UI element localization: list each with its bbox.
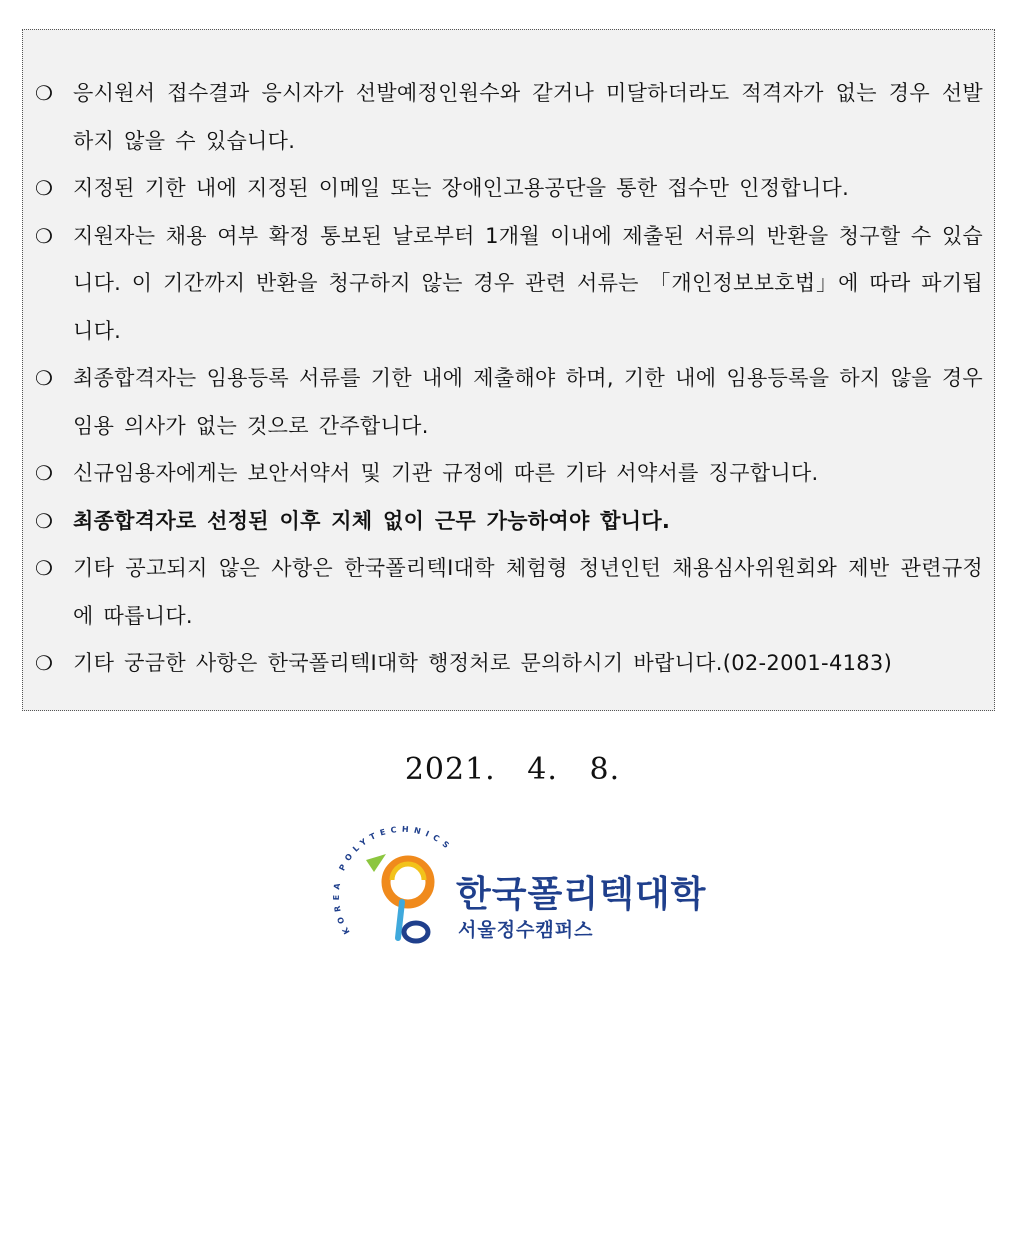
notice-list: [35, 70, 983, 688]
circle-bullet-icon: ❍: [35, 223, 53, 248]
notice-box: [22, 29, 995, 711]
notice-text: 기타 궁금한 사항은 한국폴리텍I대학 행정처로 문의하시기 바랍니다.(02-2001-4183): [73, 651, 893, 675]
notice-item: [35, 165, 983, 213]
circle-bullet-icon: ❍: [35, 556, 53, 580]
circle-bullet-icon: ❍: [35, 508, 53, 533]
announcement-date: 2021. 4. 8.: [404, 752, 621, 787]
notice-item: [35, 355, 983, 450]
notice-text: 기타 공고되지 않은 사항은 한국폴리텍I대학 체험형 청년인턴 채용심사위원회와 제반 관련규정에 따릅니다.: [73, 556, 983, 628]
svg-text:KOREA POLYTECHNICS: [332, 825, 455, 936]
notice-item: [35, 450, 983, 498]
notice-item: [35, 545, 983, 640]
logo-campus-name: 서울정수캠퍼스: [458, 919, 594, 941]
notice-text: 신규임용자에게는 보안서약서 및 기관 규정에 따른 기타 서약서를 징구합니다.: [73, 461, 819, 485]
logo-ring-text: KOREA POLYTECHNICS: [331, 824, 455, 936]
notice-item-emphasized: [35, 498, 983, 546]
institution-logo: [328, 810, 707, 955]
circle-bullet-icon: ❍: [35, 81, 53, 105]
notice-text: 지정된 기한 내에 지정된 이메일 또는 장애인고용공단을 통한 접수만 인정합니다.: [73, 176, 850, 200]
circle-bullet-icon: ❍: [35, 176, 53, 200]
notice-item: [35, 640, 983, 688]
notice-text: 최종합격자로 선정된 이후 지체 없이 근무 가능하여야 합니다.: [73, 508, 671, 533]
circle-bullet-icon: ❍: [35, 651, 53, 675]
circle-bullet-icon: ❍: [35, 366, 53, 390]
notice-text: 응시원서 접수결과 응시자가 선발예정인원수와 같거나 미달하더라도 적격자가 없는 경우 선발하지 않을 수 있습니다.: [73, 81, 983, 153]
logo-institution-name: 한국폴리텍대학: [456, 874, 707, 915]
notice-item: [35, 213, 983, 356]
notice-text: 최종합격자는 임용등록 서류를 기한 내에 제출해야 하며, 기한 내에 임용등록을 하지 않을 경우 임용 의사가 없는 것으로 간주합니다.: [73, 366, 983, 438]
notice-item: [35, 70, 983, 165]
notice-text: 지원자는 채용 여부 확정 통보된 날로부터 1개월 이내에 제출된 서류의 반환을 청구할 수 있습니다. 이 기간까지 반환을 청구하지 않는 경우 관련 서류는 「개인정보보호법」에 따라 파기됩니다.: [73, 223, 983, 343]
polytechnics-emblem-icon: [328, 810, 468, 950]
circle-bullet-icon: ❍: [35, 461, 53, 485]
